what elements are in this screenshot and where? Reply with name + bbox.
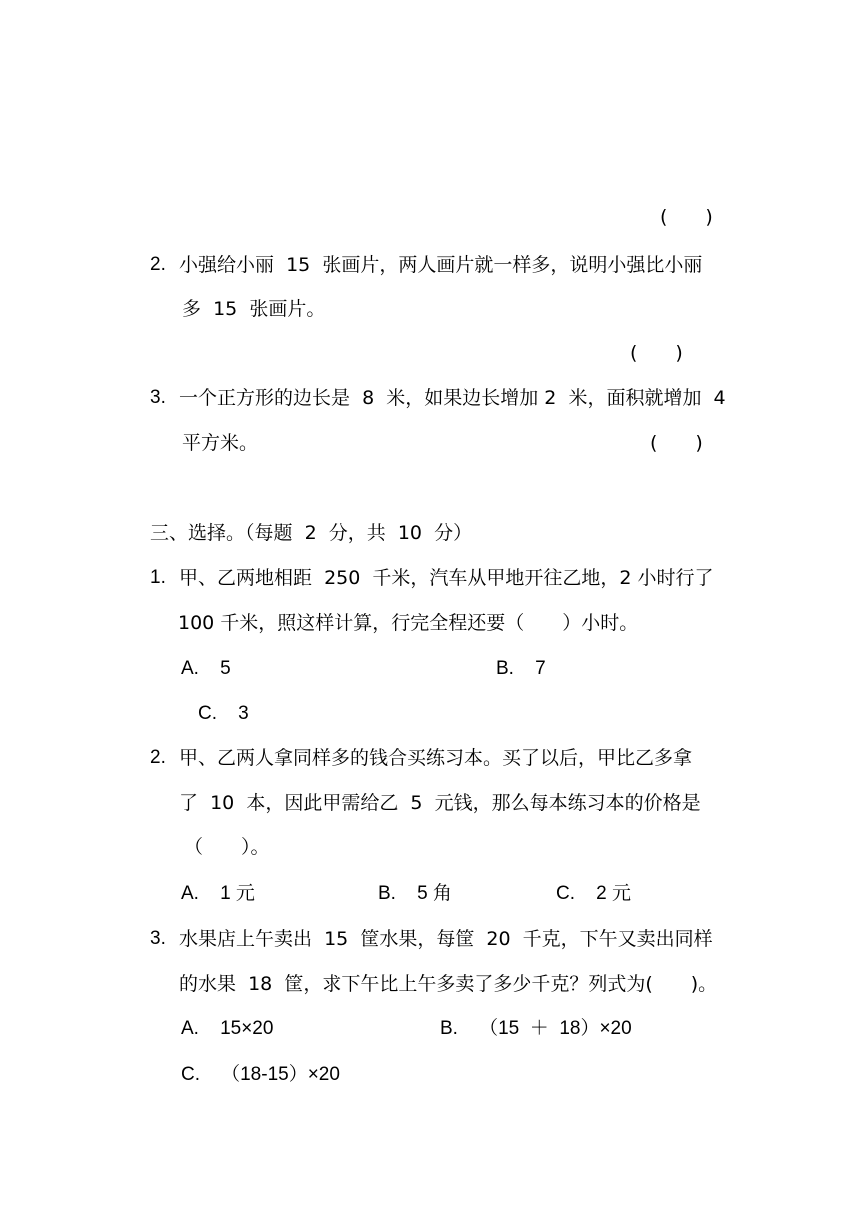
question-text: （ ）。 [184,836,270,858]
option-c: C. 3 [198,703,249,724]
answer-bracket: ( ) [650,432,703,454]
section-heading: 三、选择。（每题 2 分，共 10 分） [150,522,473,544]
question-text: 的水果 18 筐，求下午比上午多卖了多少千克？列式为( )。 [179,973,718,995]
question-text: 小强给小丽 15 张画片，两人画片就一样多，说明小强比小丽 [179,254,703,276]
answer-bracket: ( ) [630,342,683,364]
answer-bracket-q1: ( ) [660,206,713,228]
question-text: 平方米。 [182,432,259,454]
option-b: B. 7 [496,658,546,679]
option-a: A. 1 元 [181,883,255,904]
question-number: 3. [150,928,166,949]
option-c: C. 2 元 [556,883,631,904]
option-b: B. （15 ＋ 18）×20 [440,1018,632,1039]
question-text: 甲、乙两人拿同样多的钱合买练习本。买了以后，甲比乙多拿 [179,747,693,769]
question-number: 1. [150,567,166,588]
question-number: 2. [150,747,166,768]
question-number: 3. [150,387,166,408]
question-text: 甲、乙两地相距 250 千米，汽车从甲地开往乙地，2 小时行了 [179,567,714,589]
question-text: 一个正方形的边长是 8 米，如果边长增加 2 米，面积就增加 4 [179,387,726,409]
option-a: A. 15×20 [181,1018,274,1039]
question-text: 水果店上午卖出 15 筐水果，每筐 20 千克，下午又卖出同样 [179,928,713,950]
question-text: 了 10 本，因此甲需给乙 5 元钱，那么每本练习本的价格是 [179,792,701,814]
question-text: 多 15 张画片。 [182,298,326,320]
option-b: B. 5 角 [378,883,452,904]
option-c: C. （18-15）×20 [181,1064,340,1085]
question-number: 2. [150,254,166,275]
option-a: A. 5 [181,658,231,679]
question-text: 100 千米，照这样计算，行完全程还要（ ）小时。 [178,612,639,634]
